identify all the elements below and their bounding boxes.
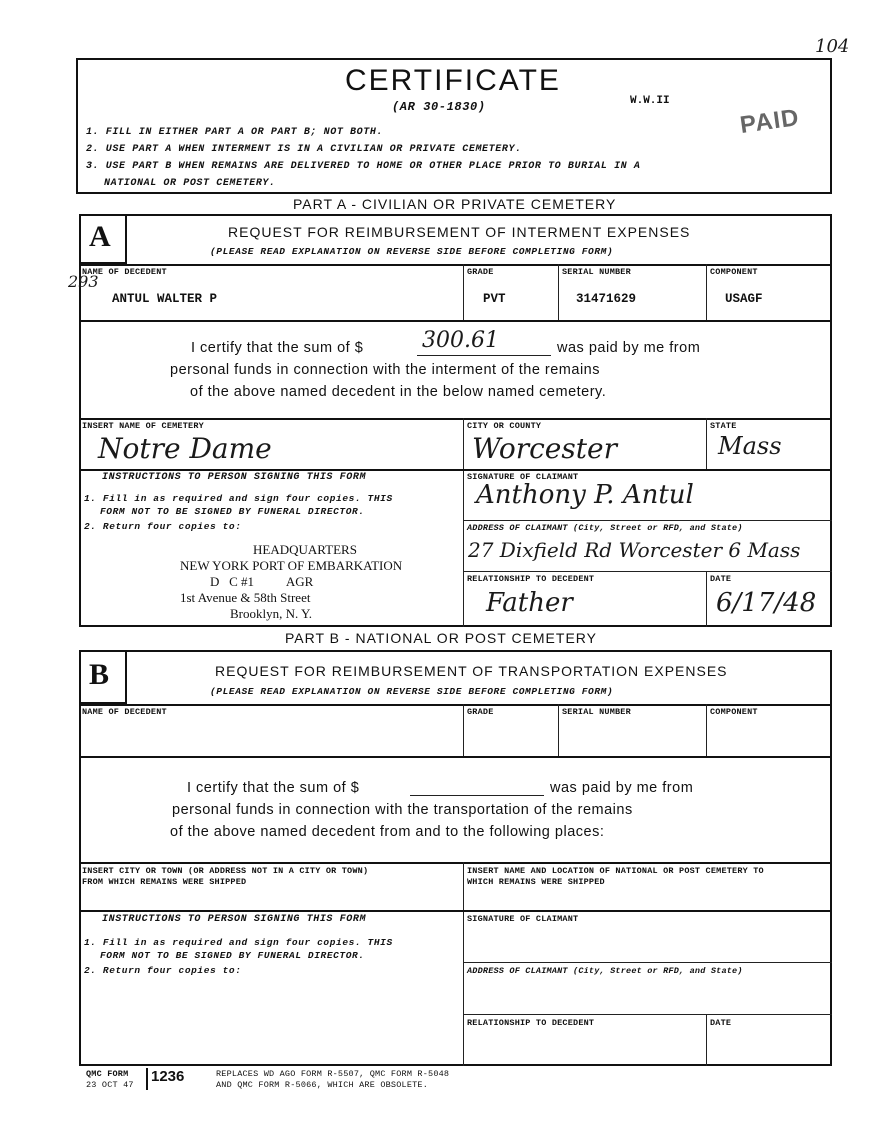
war-tag: W.W.II [630, 95, 670, 107]
corner-note: 104 [815, 36, 850, 57]
part-a-address-label: ADDRESS OF CLAIMANT (City, Street or RFD, and State) [467, 523, 743, 533]
part-a-instruction: FORM NOT TO BE SIGNED BY FUNERAL DIRECTOR. [100, 506, 365, 517]
part-b-divider [79, 862, 832, 864]
part-a-instruction: 2. Return four copies to: [84, 521, 242, 532]
part-a-request-title: REQUEST FOR REIMBURSEMENT OF INTERMENT EXPENSES [228, 224, 691, 240]
part-b-divider [79, 910, 832, 912]
part-a-divider [463, 264, 464, 320]
part-b-certify-end: was paid by me from [550, 780, 694, 796]
part-a-grade-label: GRADE [467, 267, 494, 277]
part-b-request-subtitle: (PLEASE READ EXPLANATION ON REVERSE SIDE BEFORE COMPLETING FORM) [210, 686, 614, 697]
paid-stamp: PAID [738, 103, 802, 140]
cemetery-state[interactable]: Mass [718, 432, 782, 460]
instruction-line: 3. USE PART B WHEN REMAINS ARE DELIVERED TO HOME OR OTHER PLACE PRIOR TO BURIAL IN A [86, 161, 641, 172]
part-b-divider [463, 1014, 832, 1015]
part-b-instructions-title: INSTRUCTIONS TO PERSON SIGNING THIS FORM [102, 914, 367, 925]
margin-note: 293 [68, 272, 99, 291]
part-a-date-label: DATE [710, 574, 732, 584]
part-b-certify-start: I certify that the sum of $ [187, 780, 360, 796]
part-a-name-label: NAME OF DECEDENT [82, 267, 167, 277]
cemetery-name[interactable]: Notre Dame [98, 432, 272, 465]
part-b-from-label: INSERT CITY OR TOWN (OR ADDRESS NOT IN A CITY OR TOWN) [82, 866, 369, 876]
part-b-instruction: 1. Fill in as required and sign four copies. THIS [84, 937, 393, 948]
part-b-relationship-label: RELATIONSHIP TO DECEDENT [467, 1018, 595, 1028]
claim-date[interactable]: 6/17/48 [716, 588, 817, 618]
part-b-instruction: 2. Return four copies to: [84, 965, 242, 976]
part-a-divider [706, 264, 707, 320]
part-a-state-label: STATE [710, 421, 737, 431]
part-b-divider [463, 862, 464, 1066]
part-b-letter: B [89, 658, 110, 691]
part-a-city-label: CITY OR COUNTY [467, 421, 542, 431]
part-b-to-label: INSERT NAME AND LOCATION OF NATIONAL OR POST CEMETERY TO [467, 866, 764, 876]
part-b-certify-line: personal funds in connection with the transportation of the remains [172, 802, 633, 818]
part-a-serial-label: SERIAL NUMBER [562, 267, 631, 277]
part-b-heading: PART B - NATIONAL OR POST CEMETERY [285, 630, 597, 646]
part-a-cemetery-label: INSERT NAME OF CEMETERY [82, 421, 204, 431]
part-a-divider [706, 418, 707, 469]
part-a-instructions-title: INSTRUCTIONS TO PERSON SIGNING THIS FORM [102, 472, 367, 483]
claimant-relationship[interactable]: Father [486, 588, 573, 618]
part-a-divider [463, 571, 832, 572]
part-b-component-label: COMPONENT [710, 707, 758, 717]
part-a-divider [79, 418, 832, 420]
part-b-divider [706, 1014, 707, 1066]
instruction-line: NATIONAL OR POST CEMETERY. [104, 178, 276, 189]
form-number: 1236 [151, 1068, 185, 1085]
part-b-date-label: DATE [710, 1018, 732, 1028]
part-b-divider [79, 756, 832, 758]
part-a-divider [79, 264, 832, 266]
part-a-divider [79, 320, 832, 322]
form-id: QMC FORM [86, 1069, 129, 1079]
part-a-divider [463, 520, 832, 521]
decedent-name[interactable]: ANTUL WALTER P [112, 292, 218, 306]
decedent-grade[interactable]: PVT [483, 292, 506, 306]
part-b-from-label: FROM WHICH REMAINS WERE SHIPPED [82, 877, 247, 887]
decedent-serial[interactable]: 31471629 [576, 292, 637, 306]
part-b-to-label: WHICH REMAINS WERE SHIPPED [467, 877, 605, 887]
return-address-line: D C #1 AGR [210, 574, 314, 589]
replaces-note: AND QMC FORM R-5066, WHICH ARE OBSOLETE. [216, 1080, 429, 1090]
claimant-signature[interactable]: Anthony P. Antul [476, 480, 694, 510]
part-b-divider [706, 704, 707, 756]
return-address-line: NEW YORK PORT OF EMBARKATION [180, 558, 403, 573]
form-date: 23 OCT 47 [86, 1080, 134, 1090]
instruction-line: 2. USE PART A WHEN INTERMENT IS IN A CIVILIAN OR PRIVATE CEMETERY. [86, 144, 522, 155]
part-a-component-label: COMPONENT [710, 267, 758, 277]
instruction-line: 1. FILL IN EITHER PART A OR PART B; NOT BOTH. [86, 127, 384, 138]
part-a-certify-end: was paid by me from [557, 340, 701, 356]
part-a-divider [706, 571, 707, 627]
part-a-divider [79, 469, 832, 471]
part-a-certify-line: of the above named decedent in the below named cemetery. [190, 384, 607, 400]
part-b-request-title: REQUEST FOR REIMBURSEMENT OF TRANSPORTATION EXPENSES [215, 663, 728, 679]
part-b-signature-label: SIGNATURE OF CLAIMANT [467, 914, 579, 924]
part-b-divider [463, 962, 832, 963]
footer-divider [146, 1068, 148, 1090]
part-b-divider [558, 704, 559, 756]
part-a-certify-line: personal funds in connection with the interment of the remains [170, 362, 600, 378]
part-a-request-subtitle: (PLEASE READ EXPLANATION ON REVERSE SIDE BEFORE COMPLETING FORM) [210, 246, 614, 257]
regulation-reference: (AR 30-1830) [392, 100, 486, 114]
part-b-address-label: ADDRESS OF CLAIMANT (City, Street or RFD, and State) [467, 966, 743, 976]
part-a-divider [463, 418, 464, 627]
part-b-serial-label: SERIAL NUMBER [562, 707, 631, 717]
return-address-line: 1st Avenue & 58th Street [180, 590, 311, 605]
certificate-title: CERTIFICATE [345, 64, 561, 97]
part-a-signature-label: SIGNATURE OF CLAIMANT [467, 472, 579, 482]
part-a-heading: PART A - CIVILIAN OR PRIVATE CEMETERY [293, 196, 617, 212]
part-b-name-label: NAME OF DECEDENT [82, 707, 167, 717]
part-a-letter: A [89, 220, 111, 253]
decedent-component[interactable]: USAGF [725, 292, 763, 306]
return-address-line: HEADQUARTERS [253, 542, 357, 557]
part-a-sum-value[interactable]: 300.61 [422, 328, 499, 353]
part-a-certify-start: I certify that the sum of $ [191, 340, 364, 356]
cemetery-city[interactable]: Worcester [472, 432, 617, 465]
part-a-relationship-label: RELATIONSHIP TO DECEDENT [467, 574, 595, 584]
claimant-address[interactable]: 27 Dixfield Rd Worcester 6 Mass [468, 538, 801, 562]
part-b-sum-underline[interactable] [410, 795, 544, 796]
return-address-line: Brooklyn, N. Y. [230, 606, 312, 621]
part-b-grade-label: GRADE [467, 707, 494, 717]
part-b-instruction: FORM NOT TO BE SIGNED BY FUNERAL DIRECTOR. [100, 950, 365, 961]
part-a-sum-underline [417, 355, 551, 356]
replaces-note: REPLACES WD AGO FORM R-5507, QMC FORM R-5048 [216, 1069, 450, 1079]
part-b-divider [463, 704, 464, 756]
part-a-instruction: 1. Fill in as required and sign four copies. THIS [84, 493, 393, 504]
part-b-certify-line: of the above named decedent from and to the following places: [170, 824, 605, 840]
part-a-divider [558, 264, 559, 320]
part-b-divider [79, 704, 832, 706]
